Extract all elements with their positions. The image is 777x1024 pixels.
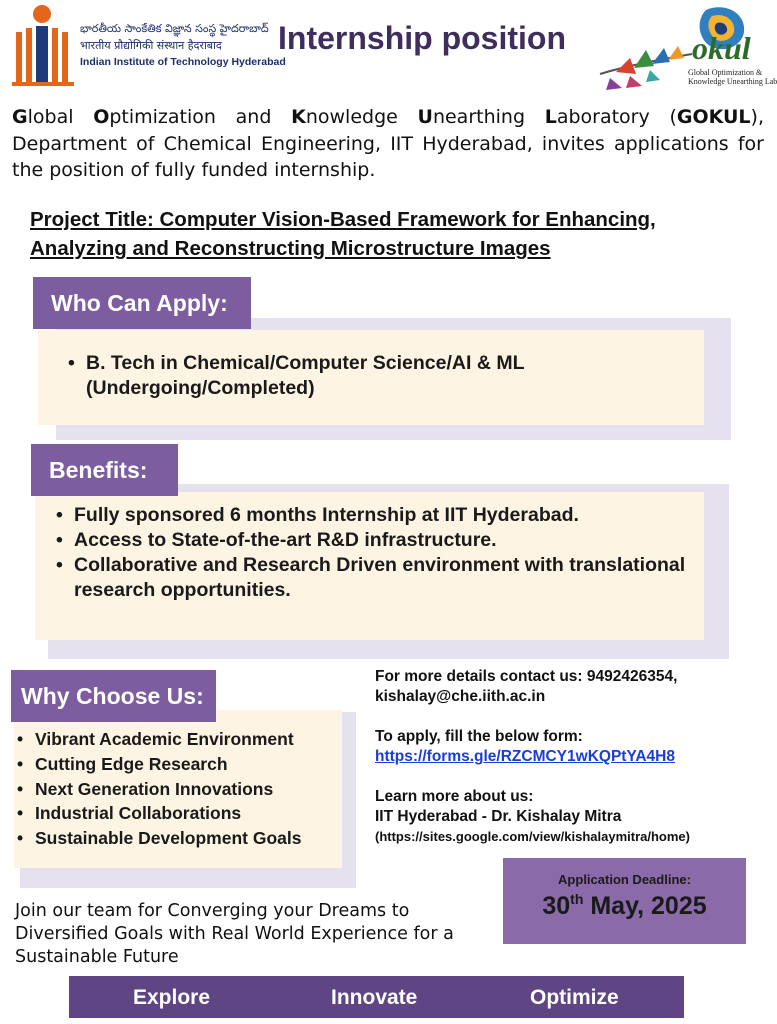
learn-link[interactable]: (https://sites.google.com/view/kishalaymitra/home) — [375, 829, 690, 844]
project-title: Project Title: Computer Vision-Based Framework for Enhancing, Analyzing and Reconstructing Microstructure Images — [30, 208, 656, 260]
list-item: • Fully sponsored 6 months Internship at IIT Hyderabad. — [56, 503, 696, 528]
list-item: • Sustainable Development Goals — [17, 826, 347, 851]
deadline-box — [503, 858, 746, 944]
list-item: • Collaborative and Research Driven environment with translational research opportunities. — [56, 553, 696, 603]
who-can-apply-heading: Who Can Apply: — [33, 277, 251, 329]
contact-block — [375, 667, 765, 847]
deadline-date: 30th May, 2025 — [542, 891, 707, 920]
iith-emblem-icon — [12, 2, 76, 88]
iith-name-telugu: భారతీయ సాంకేతిక విజ్ఞాన సంస్థ హైదరాబాద్ — [80, 22, 269, 35]
list-item: • Next Generation Innovations — [17, 777, 347, 802]
deadline-label: Application Deadline: — [558, 872, 691, 887]
who-can-apply-list — [68, 351, 688, 401]
footer-explore: Explore — [133, 986, 211, 1009]
footer-banner — [69, 976, 684, 1018]
gokul-wordmark: okul — [692, 30, 751, 66]
learn-name: IIT Hyderabad - Dr. Kishalay Mitra — [375, 808, 622, 825]
list-item: • Industrial Collaborations — [17, 801, 347, 826]
join-statement: Join our team for Converging your Dreams to Diversified Goals with Real World Experience for a Sustainable Future — [15, 901, 454, 967]
intro-paragraph: Global Optimization and Knowledge Unearthing Laboratory (GOKUL), Department of Chemical Engineering, IIT Hyderabad, invites applications for the position of fully funded internship. — [12, 106, 764, 181]
gokul-subtitle: Global Optimization & Knowledge Unearthing Lab — [688, 68, 777, 86]
iith-name-hindi: भारतीय प्रौद्योगिकी संस्थान हैदराबाद — [80, 39, 222, 52]
apply-label: To apply, fill the below form: — [375, 728, 583, 745]
contact-details: For more details contact us: 9492426354, — [375, 668, 678, 685]
footer-optimize: Optimize — [530, 986, 619, 1009]
page-title: Internship position — [278, 20, 566, 56]
list-item: • Vibrant Academic Environment — [17, 727, 347, 752]
why-choose-heading: Why Choose Us: — [11, 670, 216, 722]
list-item: • Cutting Edge Research — [17, 752, 347, 777]
application-form-link[interactable]: https://forms.gle/RZCMCY1wKQPtYA4H8 — [375, 748, 675, 765]
why-choose-list — [17, 727, 347, 851]
list-item: • B. Tech in Chemical/Computer Science/AI & ML (Undergoing/Completed) — [68, 351, 688, 401]
contact-email[interactable]: kishalay@che.iith.ac.in — [375, 688, 546, 705]
footer-innovate: Innovate — [331, 986, 418, 1009]
iith-logo — [12, 2, 286, 88]
list-item: • Access to State-of-the-art R&D infrastructure. — [56, 528, 696, 553]
benefits-heading: Benefits: — [31, 444, 178, 496]
iith-name-english: Indian Institute of Technology Hyderabad — [80, 56, 286, 68]
iith-name-block — [80, 20, 286, 71]
learn-label: Learn more about us: — [375, 788, 534, 805]
gokul-logo — [596, 2, 777, 98]
benefits-list — [56, 503, 696, 603]
